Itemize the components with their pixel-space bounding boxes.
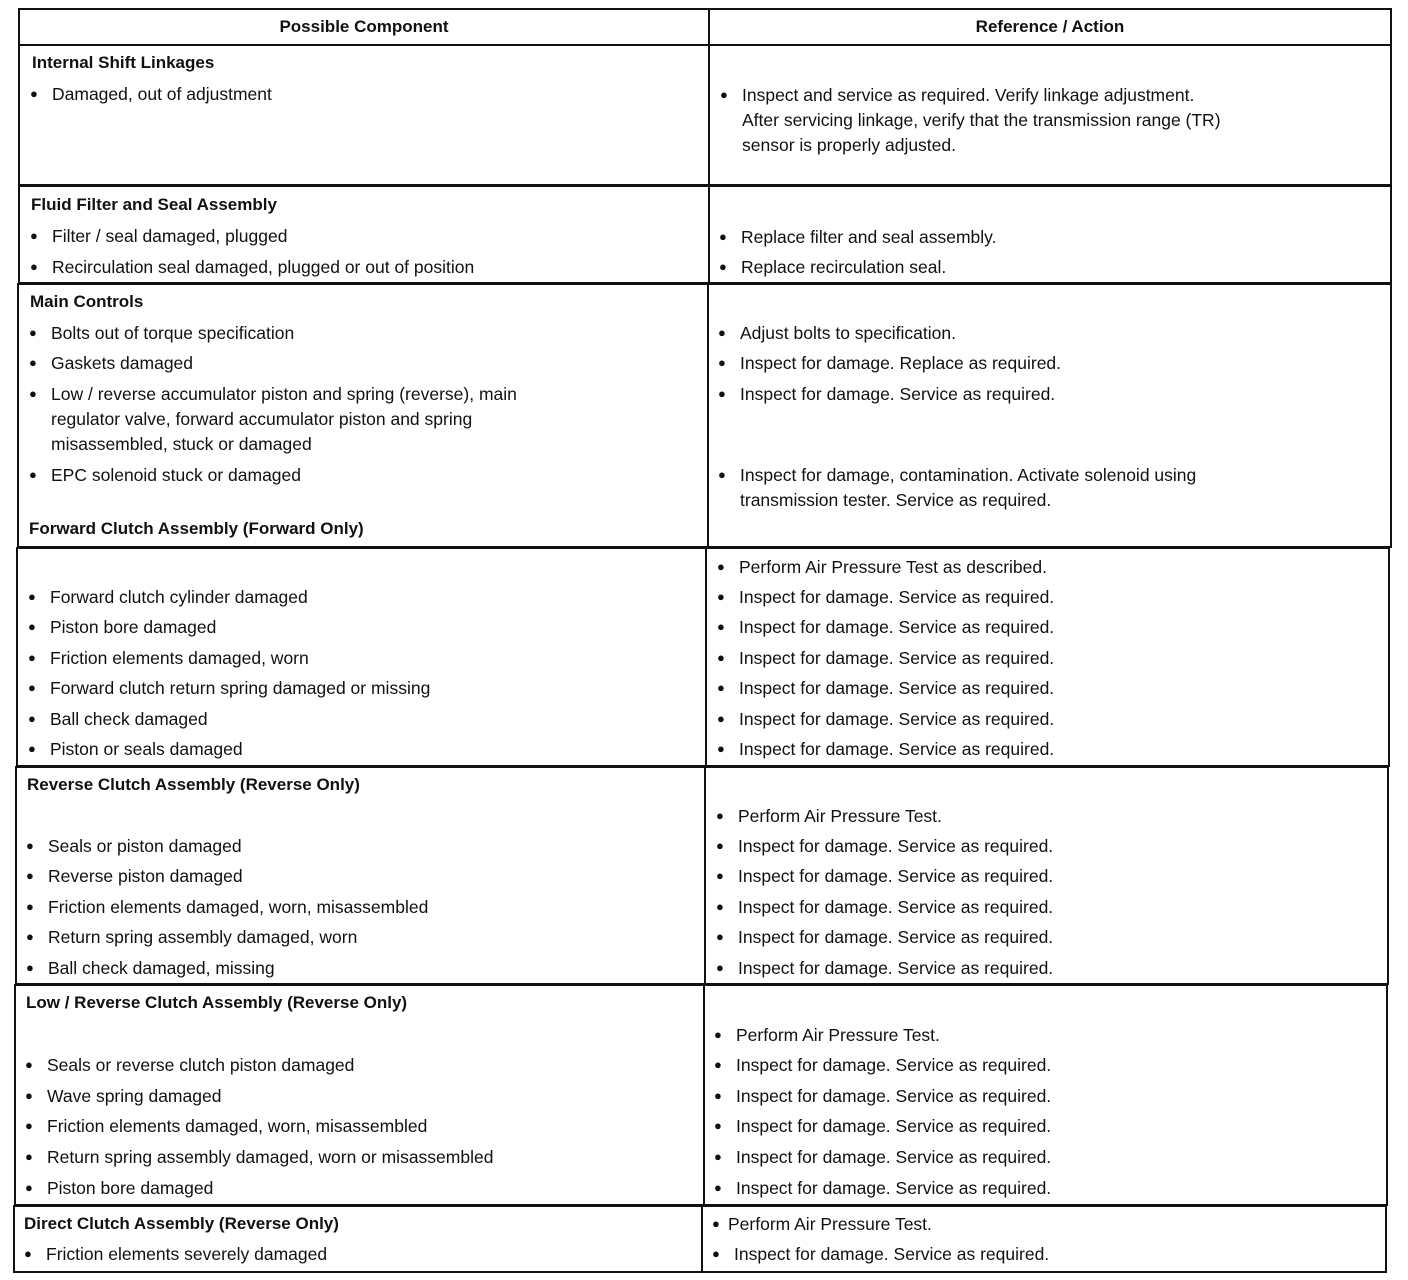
header-possible-component: Possible Component (279, 17, 449, 36)
bullet-icon: ● (716, 929, 724, 944)
bullet-icon: ● (25, 1057, 33, 1072)
bullet-icon: ● (712, 1216, 720, 1231)
bullet-icon: ● (716, 808, 724, 823)
bullet-icon: ● (26, 868, 34, 883)
section-title: Fluid Filter and Seal Assembly (31, 195, 277, 214)
bullet-icon: ● (28, 650, 36, 665)
bullet-icon: ● (29, 325, 37, 340)
column-divider (708, 44, 710, 186)
column-divider (703, 984, 705, 1206)
bullet-icon: ● (28, 711, 36, 726)
bullet-icon: ● (717, 741, 725, 756)
bullet-icon: ● (28, 589, 36, 604)
bullet-icon: ● (29, 467, 37, 482)
bullet-icon: ● (714, 1088, 722, 1103)
section-title: Main Controls (30, 292, 144, 311)
bullet-icon: ● (26, 899, 34, 914)
diagnosis-table: Possible Component Reference / Action Internal Shift Linkages ● Damaged, out of adjustment ● Inspect and service as required. Verify linkage adjustment. After servicing linkage, verify that the transmission range (TR) sensor is properly adjusted. Fluid Filter and Seal Assembly ● Filter / seal damaged, plugged ● Recirculation seal damaged, plugged or out of position ● Replace filter and seal assembly. ● Replace recirculation seal. Main Controls ● Bolts out of torque specification ● Gaskets damaged ● Low / reverse accumulator piston and spring (reverse), main regulator valve, forward accumulator piston and spring misassembled, stuck or damaged ● EPC solenoid stuck or damaged ● Adjust bolts to specification. ● Inspect for damage. Replace as required. ● Inspect for damage. Service as required. ● Inspect for damage, contamination. Activate solenoid using transmission tester. Service as required. Forward Clutch Assembly (Forward Only) ● Forward clutch cylinder damaged ● Piston bore damaged ● Friction elements damaged, worn ● Forward clutch return spring damaged or missing ● Ball check damaged ● Piston or seals damaged ● Perform Air Pressure Test as described. ● Inspect for damage. Service as required. ● Inspect for damage. Service as required. ● Inspect for damage. Service as required. ● Inspect for damage. Service as required. ● Inspect for damage. Service as required. ● Inspect for damage. Service as required. Reverse Clutch Assembly (Reverse Only) ● Seals or piston damaged ● Reverse piston damaged ● Friction elements damaged, worn, misassembled ● Return spring assembly damaged, worn ● Ball check damaged, missing ● Perform Air Pressure Test. ● Inspect for damage. Service as required. ● Inspect for damage. Service as required. ● Inspect for damage. Service as required. ● Inspect for damage. Service as required. ● Inspect for damage. Service as required. Low / Reverse Clutch Assembly (Reverse Only) ● Seals or reverse clutch piston damaged ● Wave spring damaged ● Friction elements damaged, worn, misassembled ● Return spring assembly damaged, worn or misassembled ● Piston bore damaged ● Perform Air Pressure Test. ● Inspect for damage. Service as required. ● Inspect for damage. Service as required. ● Inspect for damage. Service as required. ● Inspect for damage. Service as required. ● Inspect for damage. Service as required. Direct Clutch Assembly (Reverse Only) ● Friction elements severely damaged ● Perform Air Pressure Test. ● Inspect for damage. Service as required. (0, 0, 1408, 1280)
bullet-icon: ● (30, 86, 38, 101)
bullet-icon: ● (29, 386, 37, 401)
bullet-icon: ● (716, 960, 724, 975)
bullet-icon: ● (714, 1180, 722, 1195)
bullet-icon: ● (716, 899, 724, 914)
column-divider (708, 185, 710, 284)
header-reference-action: Reference / Action (975, 17, 1125, 36)
section-title: Direct Clutch Assembly (Reverse Only) (24, 1214, 339, 1233)
bullet-icon: ● (717, 559, 725, 574)
bullet-icon: ● (26, 838, 34, 853)
bullet-icon: ● (720, 87, 728, 102)
bullet-icon: ● (718, 325, 726, 340)
column-divider (707, 283, 709, 548)
bullet-icon: ● (29, 355, 37, 370)
bullet-icon: ● (25, 1149, 33, 1164)
bullet-icon: ● (718, 386, 726, 401)
bullet-icon: ● (25, 1118, 33, 1133)
column-divider (701, 1205, 703, 1273)
bullet-icon: ● (719, 229, 727, 244)
bullet-icon: ● (717, 711, 725, 726)
section-title: Internal Shift Linkages (32, 53, 215, 72)
bullet-icon: ● (719, 259, 727, 274)
bullet-icon: ● (718, 467, 726, 482)
bullet-icon: ● (717, 589, 725, 604)
bullet-icon: ● (714, 1027, 722, 1042)
bullet-icon: ● (716, 838, 724, 853)
bullet-icon: ● (717, 680, 725, 695)
bullet-icon: ● (28, 619, 36, 634)
bullet-icon: ● (30, 228, 38, 243)
bullet-icon: ● (714, 1118, 722, 1133)
bullet-icon: ● (26, 929, 34, 944)
section-title: Reverse Clutch Assembly (Reverse Only) (27, 775, 360, 794)
bullet-icon: ● (716, 868, 724, 883)
bullet-icon: ● (717, 619, 725, 634)
bullet-icon: ● (24, 1246, 32, 1261)
bullet-icon: ● (714, 1149, 722, 1164)
bullet-icon: ● (712, 1246, 720, 1261)
bullet-icon: ● (26, 960, 34, 975)
bullet-icon: ● (28, 741, 36, 756)
bullet-icon: ● (25, 1088, 33, 1103)
bullet-icon: ● (25, 1180, 33, 1195)
section-title: Low / Reverse Clutch Assembly (Reverse Only) (26, 993, 408, 1012)
bullet-icon: ● (28, 680, 36, 695)
bullet-icon: ● (714, 1057, 722, 1072)
column-divider (704, 766, 706, 985)
column-divider (705, 547, 707, 767)
bullet-icon: ● (717, 650, 725, 665)
bullet-icon: ● (30, 259, 38, 274)
bullet-icon: ● (718, 355, 726, 370)
section-title: Forward Clutch Assembly (Forward Only) (29, 519, 364, 538)
